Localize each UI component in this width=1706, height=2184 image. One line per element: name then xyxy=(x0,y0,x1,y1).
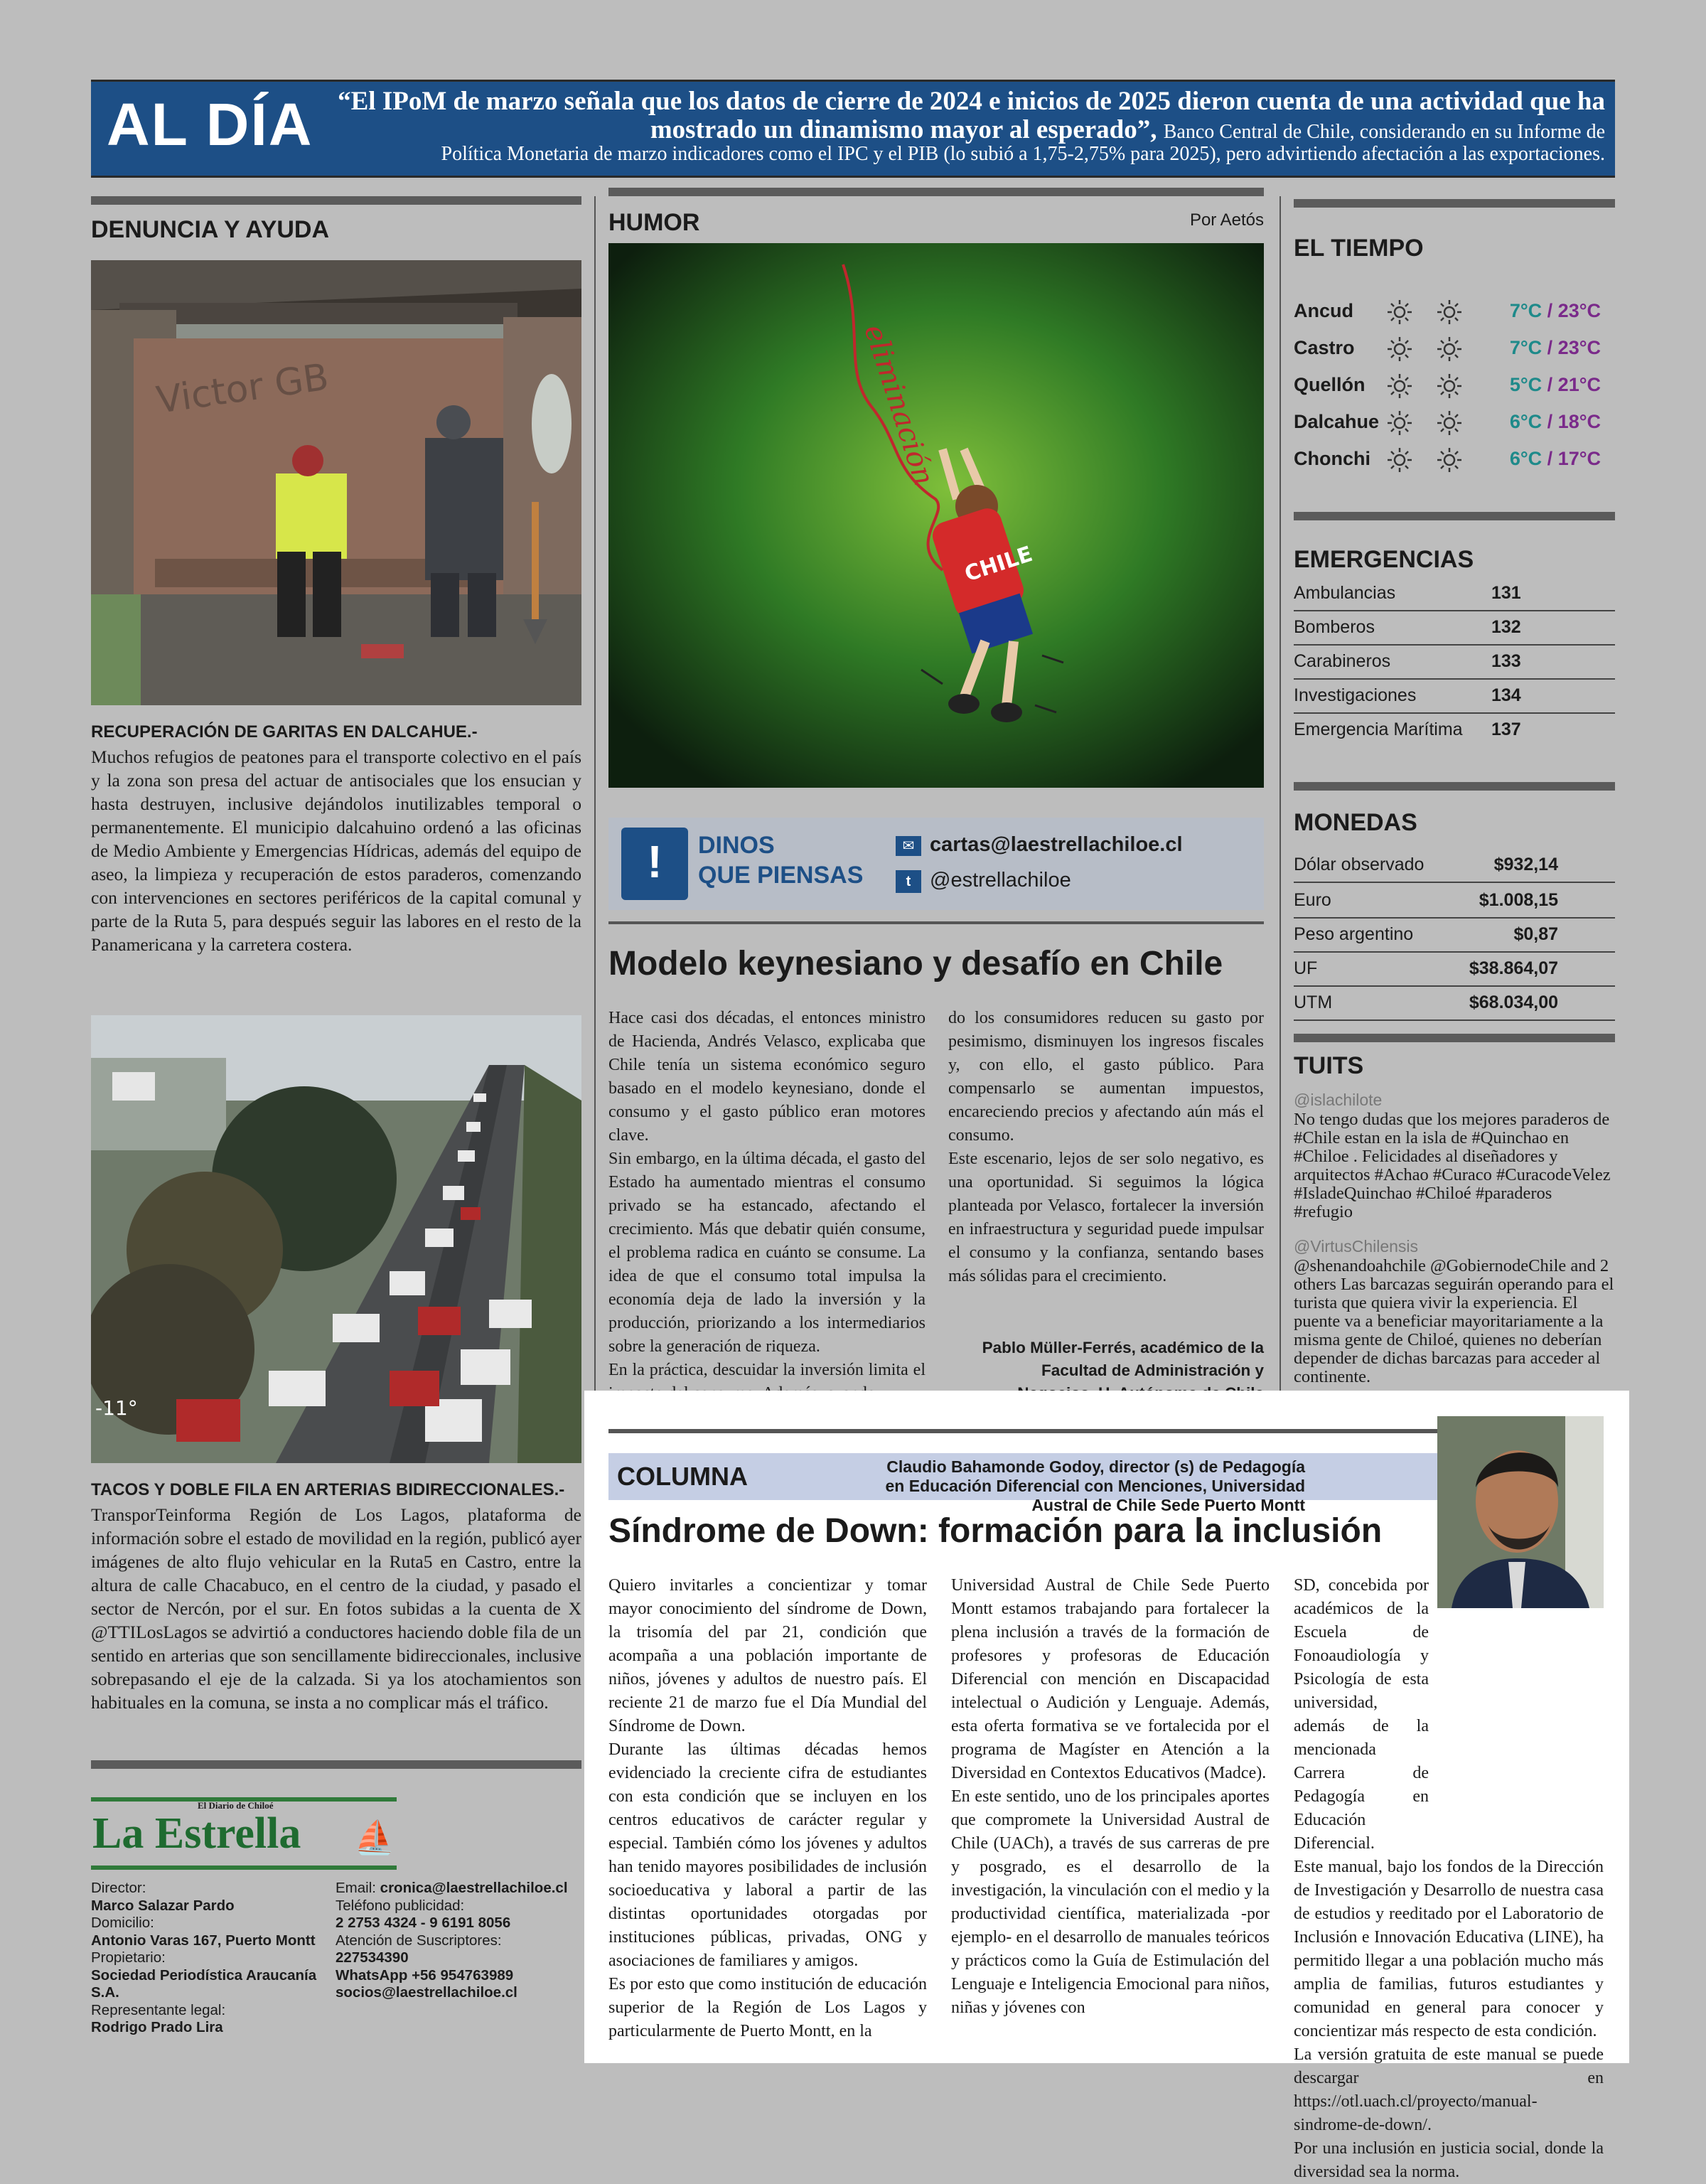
representante-value: Rodrigo Prado Lira xyxy=(91,2019,223,2035)
columna-author: Claudio Bahamonde Godoy, director (s) de Pedagogía en Educación Diferencial con Menciones, Universidad Austral de Chile Sede Puerto Montt xyxy=(885,1457,1305,1514)
director-name: Marco Salazar Pardo xyxy=(91,1897,235,1914)
banner-attribution: Banco Central de Chile, considerando en su Informe de xyxy=(1163,121,1605,143)
opinion-signature: Pablo Müller-Ferrés, académico de la Facultad de Administración y xyxy=(982,1339,1264,1379)
section-rule xyxy=(608,1429,1487,1433)
section-rule xyxy=(91,1760,581,1769)
opinion-paragraph: Este escenario, lejos de ser solo negativo, es una oportunidad. Si seguimos la lógica planteada por Velasco, fortalecer la inversión en infraestructura y seguridad puede impulsar el consumo y la confianza, sentando bases más sólidas para el crecimiento. xyxy=(948,1150,1264,1285)
temp-min: 6°C xyxy=(1509,448,1543,469)
garitas-photo xyxy=(91,260,581,705)
emergency-number[interactable]: 134 xyxy=(1491,685,1521,705)
bird-logo-icon: ⛵ xyxy=(354,1819,395,1856)
sun-icon xyxy=(1436,373,1463,400)
weather-temp xyxy=(1510,448,1601,470)
section-rule xyxy=(1294,199,1615,208)
columna-col-1 xyxy=(608,1574,927,2043)
tweet-handle[interactable]: @islachilote xyxy=(1294,1091,1383,1109)
humor-section-title: HUMOR xyxy=(608,209,700,236)
columna-paragraph: Quiero invitarles a concientizar y tomar mayor conocimiento del síndrome de Down, la trisomía del par 21, condición que acompaña a una población importante de niños, jóvenes y adultos de nuestro país. El reciente 21 de marzo fue el Día Mundial del Síndrome de Down. xyxy=(608,1576,927,1735)
columna-paragraph: En este sentido, uno de los principales aportes que compromete la Universidad Austral de Chile (UACh), a través de sus carreras de pre y posgrado, es el desarrollo de la investigación, la vinculación con el medio y la productividad científica, materializada -por ejemplo- en el desarrollo de manuales teóricos y prácticos como la Guía de Estimulación del Lenguaje e Inteligencia Emocional para niños, niñas y jóvenes con xyxy=(951,1787,1270,2017)
humor-cartoon xyxy=(608,243,1264,788)
column-divider xyxy=(594,196,596,1398)
temp-min: 7°C xyxy=(1509,300,1543,321)
telefono-label: Teléfono publicidad: xyxy=(336,1897,465,1914)
domicilio-value: Antonio Varas 167, Puerto Montt xyxy=(91,1932,316,1949)
banner-context: Política Monetaria de marzo indicadores como el IPC y el PIB (lo subió a 1,75-2,75% para 2025), pero advirtiendo afectación a las exportaciones. xyxy=(441,143,1605,165)
sun-icon xyxy=(1436,299,1463,326)
socios-email-link[interactable]: socios@laestrellachiloe.cl xyxy=(336,1984,517,2001)
temp-max: 23°C xyxy=(1557,337,1601,358)
cronica-email-link[interactable]: cronica@laestrellachiloe.cl xyxy=(380,1880,568,1896)
columna-paragraph: Es por esto que como institución de educación superior de la Región de Los Lagos y particularmente de Puerto Montt, en la xyxy=(608,1975,927,2040)
currency-label: Peso argentino xyxy=(1294,924,1414,944)
opinion-paragraph: do los consumidores reducen su gasto por pesimismo, disminuyen los ingresos fiscales y, con ello, el gasto público. Para compensarlo se aumentan impuestos, encareciendo precios y afectando aún más el consumo. xyxy=(948,1009,1264,1145)
tweet-text: No tengo dudas que los mejores paraderos de #Chile estan en la isla de #Quinchao en #Chiloe . Felicidades al diseñadores y arquitectos #Achao #Curaco #CuracodeVelez #IsladeQuinchao #Chiloé #paraderos #refugio xyxy=(1294,1110,1611,1221)
currency-row xyxy=(1294,951,1615,987)
weather-row xyxy=(1294,293,1615,330)
emergency-number[interactable]: 133 xyxy=(1491,651,1521,671)
rope-text: eliminación xyxy=(857,320,940,490)
sun-icon xyxy=(1386,299,1413,326)
columna-paragraph: Durante las últimas décadas hemos evidenciado la creciente cifra de estudiantes con esta condición que se incluyen en los centros educativos de carácter regular y especial. También cómo los jóvenes y adultos han tenido mayores posibilidades de inclusión socioeducativa y laboral a partir de las distintas oportunidades otorgadas por instituciones públicas, privadas, ONG y asociaciones de familiares y amigos. xyxy=(608,1740,927,1970)
opinion-col-1 xyxy=(608,1007,926,1406)
currency-row xyxy=(1294,917,1615,953)
columna-paragraph: SD, concebida por académicos de la Escuela de Fonoaudiología y Psicología de esta universidad, además de la mencionada Carrera de Pedagogía en Educación Diferencial. xyxy=(1294,1576,1429,1853)
masthead-right xyxy=(336,1880,581,2002)
story1-body: Muchos refugios de peatones para el transporte colectivo en el país y la zona son presa del actuar de antisociales que los ensucian y hasta destruyen, inclusive dejándolos inutilizables temporal o permanentemente. El municipio dalcahuino ordenó a las oficinas de Medio Ambiente y Emergencias Hídricas, además del equipo de aseo, la limpieza y recuperación de estos paraderos, comenzando con intervenciones en sectores periféricos de la capital comunal y parte de la Ruta 5, para después seguir las labores en el resto de la Panamericana y la carretera costera. xyxy=(91,746,581,955)
emergency-label: Ambulancias xyxy=(1294,583,1396,603)
currency-value: $1.008,15 xyxy=(1479,890,1558,910)
section-rule xyxy=(91,196,581,205)
traffic-photo-illustration xyxy=(91,1015,581,1463)
traffic-photo xyxy=(91,1015,581,1463)
temp-min: 6°C xyxy=(1509,411,1543,432)
temp-sep: / xyxy=(1547,411,1553,432)
tweet-handle[interactable]: @VirtusChilensis xyxy=(1294,1237,1419,1256)
dinos-twitter-link[interactable]: @estrellachiloe xyxy=(930,869,1071,892)
cartoon-illustration xyxy=(608,243,1264,788)
tuits-section-title: TUITS xyxy=(1294,1052,1364,1079)
dinos-email-link[interactable]: cartas@laestrellachiloe.cl xyxy=(930,833,1183,856)
story2-headline: TACOS Y DOBLE FILA EN ARTERIAS BIDIRECCIONALES.- xyxy=(91,1480,565,1499)
propietario-value: Sociedad Periodística Araucanía S.A. xyxy=(91,1966,317,2001)
opinion-headline: Modelo keynesiano y desafío en Chile xyxy=(608,945,1223,983)
opinion-col-2 xyxy=(948,1007,1264,1288)
currency-row xyxy=(1294,883,1615,919)
story1-headline: RECUPERACIÓN DE GARITAS EN DALCAHUE.- xyxy=(91,722,478,742)
temp-max: 21°C xyxy=(1557,374,1601,395)
emergency-row xyxy=(1294,644,1615,680)
currency-label: Dólar observado xyxy=(1294,855,1425,874)
emergency-row xyxy=(1294,678,1615,714)
weather-temp xyxy=(1510,300,1601,322)
temp-sep: / xyxy=(1547,448,1553,469)
currency-value: $68.034,00 xyxy=(1469,992,1558,1012)
weather-city: Quellón xyxy=(1294,374,1366,395)
temp-max: 23°C xyxy=(1557,300,1601,321)
currency-value: $0,87 xyxy=(1513,924,1558,944)
dinos-title-1: DINOS xyxy=(698,832,775,859)
humor-byline: Por Aetós xyxy=(1189,210,1264,230)
section-rule xyxy=(1294,1034,1615,1042)
emergency-row xyxy=(1294,712,1615,746)
graffiti-text: Victor GB xyxy=(154,355,331,422)
representante-label: Representante legal: xyxy=(91,2001,226,2018)
sun-icon xyxy=(1386,336,1413,363)
logo-name: La Estrella xyxy=(92,1809,301,1858)
emergency-label: Investigaciones xyxy=(1294,685,1417,705)
temp-max: 18°C xyxy=(1557,411,1601,432)
columna-section-title: COLUMNA xyxy=(617,1462,748,1491)
emergency-number[interactable]: 137 xyxy=(1491,719,1521,739)
telefono-value: 2 2753 4324 - 9 6191 8056 xyxy=(336,1915,511,1931)
director-label: Director: xyxy=(91,1880,146,1896)
sun-icon xyxy=(1386,410,1413,437)
column-divider xyxy=(1280,196,1281,1398)
opinion-paragraph: Sin embargo, en la última década, el gasto del Estado ha aumentado mientras el consumo privado se ha estancado, afectando el crecimiento. Más que debatir quién consume, el problema radica en cuánto se consume. La idea de que el consumo total impulsa la economía deja de lado la inversión y la producción, priorizando a los intermediarios sobre la generación de riqueza. xyxy=(608,1150,926,1356)
currency-label: UTM xyxy=(1294,992,1333,1012)
currency-value: $38.864,07 xyxy=(1469,958,1558,978)
weather-temp xyxy=(1510,337,1601,359)
story2-body: TransporTeinforma Región de Los Lagos, plataforma de información sobre el estado de movilidad en la región, publicó ayer imágenes de alto flujo vehicular en la Ruta5 en Castro, entre la altura de calle Chacabuco, en el centro de la ciudad, y pasado el sector de Nercón, por el sur. En fotos subidas a la cuenta de X @TTILosLagos se advirtió a conductores haciendo doble fila de un sentido en arterias que son sencillamente bidireccionales, inclusive sobrepasando el eje de la calzada. Si ya los atochamientos son habituales en la comuna, se insta a no complicar más el tráfico. xyxy=(91,1504,581,1713)
temp-sep: / xyxy=(1547,374,1553,395)
weather-city: Chonchi xyxy=(1294,448,1370,469)
logo-small-text: El Diario de Chiloé xyxy=(198,1800,274,1811)
weather-row xyxy=(1294,404,1615,441)
columna-panel xyxy=(584,1391,1629,2181)
suscriptores-value: 227534390 xyxy=(336,1949,409,1966)
currency-value: $932,14 xyxy=(1493,855,1558,874)
domicilio-label: Domicilio: xyxy=(91,1915,154,1931)
emergency-row xyxy=(1294,576,1615,611)
columna-paragraph: Por una inclusión en justicia social, donde la diversidad sea la norma. xyxy=(1294,2139,1604,2181)
section-rule xyxy=(1294,512,1615,520)
whatsapp-label: WhatsApp xyxy=(336,1966,408,1984)
temp-sep: / xyxy=(1547,337,1553,358)
sun-icon xyxy=(1386,373,1413,400)
sun-icon xyxy=(1386,446,1413,473)
banner-quote xyxy=(317,87,1605,146)
columna-header-bar xyxy=(608,1453,1487,1514)
emergency-number[interactable]: 132 xyxy=(1491,617,1521,637)
dinos-title-2: QUE PIENSAS xyxy=(698,862,864,889)
shirt-text: CHILE xyxy=(961,541,1036,587)
columna-headline: Síndrome de Down: formación para la inclusión xyxy=(608,1512,1383,1550)
section-rule xyxy=(608,921,1264,924)
garitas-photo-illustration xyxy=(91,260,581,705)
weather-city: Castro xyxy=(1294,337,1355,358)
weather-row xyxy=(1294,367,1615,404)
twitter-icon: t xyxy=(896,870,921,893)
emergencias-section-title: EMERGENCIAS xyxy=(1294,546,1474,573)
currency-label: Euro xyxy=(1294,890,1331,910)
masthead-left xyxy=(91,1880,326,2037)
temp-min: 5°C xyxy=(1509,374,1543,395)
dinos-box xyxy=(608,818,1264,910)
currency-row xyxy=(1294,847,1615,883)
emergency-label: Bomberos xyxy=(1294,617,1375,637)
banner-title: AL DÍA xyxy=(107,91,313,158)
denuncia-section-title: DENUNCIA Y AYUDA xyxy=(91,216,330,243)
weather-temp xyxy=(1510,411,1601,433)
columna-paragraph: Este manual, bajo los fondos de la Dirección de Investigación y Desarrollo de nuestra casa de estudios y reeditado por el Laboratorio de Inclusión e Innovación Educativa (LINE), ha permitido llegar a una población mucho más amplia de familias, futuros estudiantes y comunidad en general para conocer y concientizar más respecto de esta condición. xyxy=(1294,1858,1604,2040)
emergency-label: Carabineros xyxy=(1294,651,1391,671)
whatsapp-value: +56 954763989 xyxy=(412,1966,514,1984)
opinion-paragraph: Hace casi dos décadas, el entonces ministro de Hacienda, Andrés Velasco, explicaba que Chile tenía un sistema económico seguro basado en el modelo keynesiano, donde el consumo y el gasto público eran motores clave. xyxy=(608,1009,926,1145)
sun-icon xyxy=(1436,446,1463,473)
tweet-text: @shenandoahchile @GobiernodeChile and 2 others Las barcazas seguirán operando para el turista que quiera vivir la experiencia. El puente va a beneficiar mayoritariamente a la misma gente de Chiloé, quienes no deberían depender de dichas barcazas para acceder al continente. xyxy=(1294,1256,1614,1386)
currency-label: UF xyxy=(1294,958,1318,978)
suscriptores-label: Atención de Suscriptores: xyxy=(336,1932,502,1949)
photo-temp-overlay: -11° xyxy=(95,1396,138,1420)
weather-city: Ancud xyxy=(1294,300,1353,321)
temp-max: 17°C xyxy=(1557,448,1601,469)
email-label: Email: xyxy=(336,1880,376,1896)
exclamation-icon: ! xyxy=(621,828,688,900)
emergency-number[interactable]: 131 xyxy=(1491,583,1521,603)
temp-min: 7°C xyxy=(1509,337,1543,358)
section-rule xyxy=(608,188,1264,196)
banner-quote-text: “El IPoM de marzo señala que los datos de cierre de 2024 e inicios de 2025 dieron cuenta de una actividad que ha mostrado un dinamismo mayor al esperado”, xyxy=(338,87,1605,144)
opinion-paragraph: En la práctica, descuidar la inversión limita el xyxy=(608,1361,926,1379)
emergency-label: Emergencia Marítima xyxy=(1294,719,1463,739)
weather-row xyxy=(1294,330,1615,367)
monedas-section-title: MONEDAS xyxy=(1294,809,1417,836)
section-rule xyxy=(1294,782,1615,791)
temp-sep: / xyxy=(1547,300,1553,321)
al-dia-banner xyxy=(91,80,1615,178)
columna-col-3 xyxy=(1294,1574,1604,2184)
emergency-row xyxy=(1294,610,1615,646)
weather-row xyxy=(1294,441,1615,478)
la-estrella-logo xyxy=(91,1797,397,1870)
tiempo-section-title: EL TIEMPO xyxy=(1294,235,1424,262)
columna-paragraph[interactable]: La versión gratuita de este manual se puede descargar en https://otl.uach.cl/proyecto/manual-sindrome-de-down/. xyxy=(1294,2045,1604,2134)
sun-icon xyxy=(1436,410,1463,437)
mail-icon: ✉ xyxy=(896,836,921,856)
columna-paragraph: Universidad Austral de Chile Sede Puerto Montt estamos trabajando para fortalecer la plena inclusión a través de la formación de profesores y profesoras de Educación Diferencial con mención en Discapacidad intelectual o Audición y Lenguaje. Además, esta oferta formativa se ve fortalecida por el programa de Magíster en Atención a la Diversidad en Contextos Educativos (Madce). xyxy=(951,1576,1270,1782)
currency-row xyxy=(1294,985,1615,1021)
sun-icon xyxy=(1436,336,1463,363)
propietario-label: Propietario: xyxy=(91,1949,166,1966)
columna-col-2 xyxy=(951,1574,1270,2020)
weather-temp xyxy=(1510,374,1601,396)
weather-city: Dalcahue xyxy=(1294,411,1380,432)
